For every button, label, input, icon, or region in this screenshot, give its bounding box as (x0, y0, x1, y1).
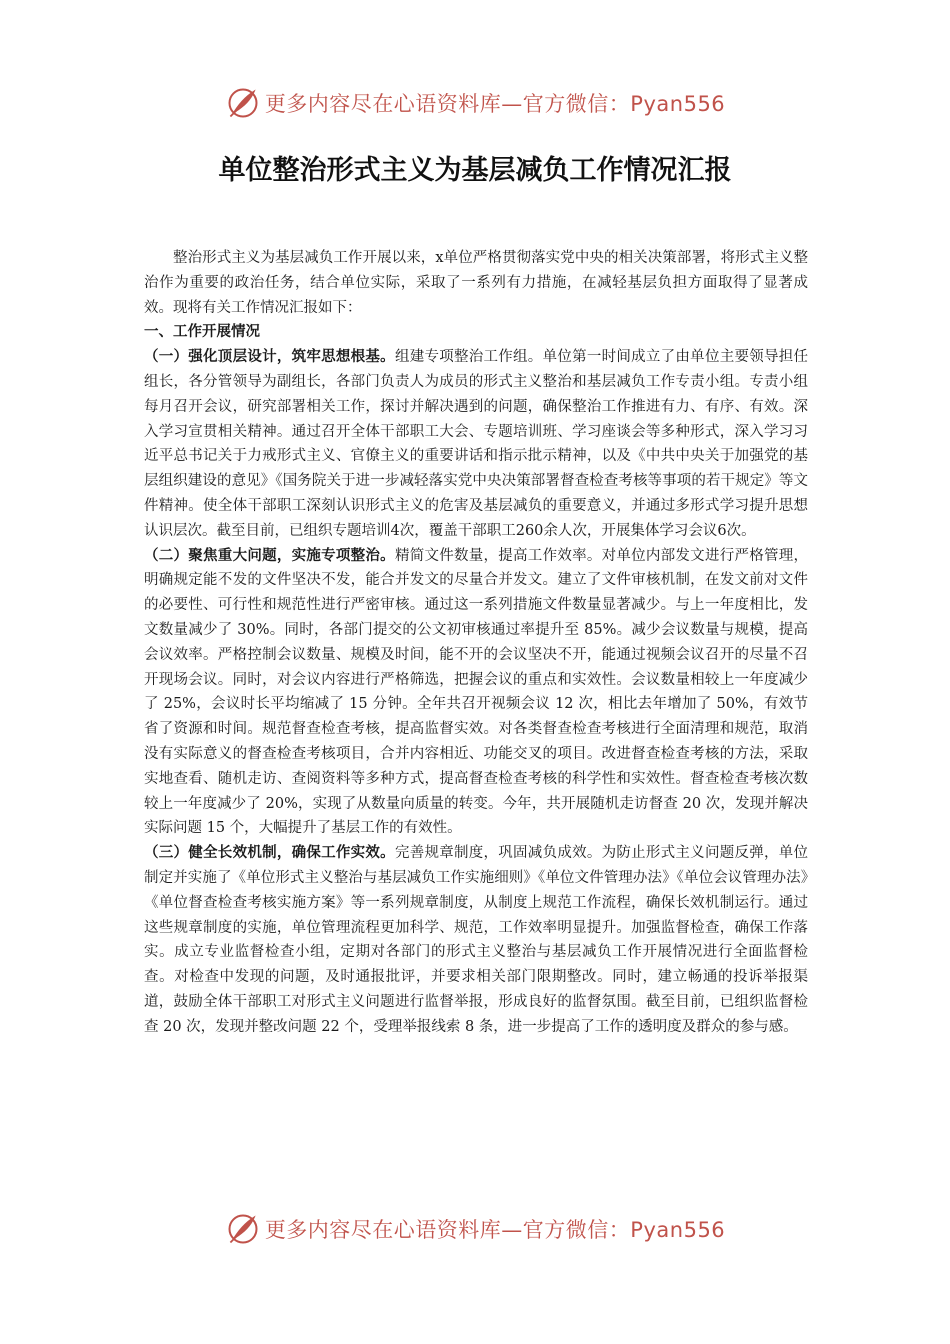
feather-pen-logo-icon (225, 1211, 261, 1247)
item-paragraph-2 (144, 544, 808, 842)
item-lead-3: （三）健全长效机制，确保工作实效。 (144, 844, 395, 862)
watermark-text: 更多内容尽在心语资料库—官方微信：Pyan556 (264, 1218, 726, 1242)
item-body-3: 完善规章制度，巩固减负成效。为防止形式主义问题反弹，单位制定并实施了《单位形式主义整治与基层减负工作实施细则》《单位文件管理办法》《单位会议管理办法》《单位督查检查考核实施方案》等一系列规章制度，从制度上规范工作流程，确保长效机制运行。通过这些规章制度的实施，单位管理流程更加科学、规范，工作效率明显提升。加强监督检查，确保工作落实。成立专业监督检查小组，定期对各部门的形式主义整治与基层减负工作开展情况进行全面监督检查。对检查中发现的问题，及时通报批评，并要求相关部门限期整改。同时，建立畅通的投诉举报渠道，鼓励全体干部职工对形式主义问题进行监督举报，形成良好的监督氛围。截至目前，已组织监督检查 20 次，发现并整改问题 22 个，受理举报线索 8 条，进一步提高了工作的透明度及群众的参与感。 (144, 845, 809, 1035)
document-body (144, 246, 808, 1040)
feather-pen-logo-icon (225, 85, 261, 121)
watermark-banner-bottom (0, 1209, 950, 1249)
watermark-text: 更多内容尽在心语资料库—官方微信：Pyan556 (264, 92, 726, 116)
item-body-1: 组建专项整治工作组。单位第一时间成立了由单位主要领导担任组长，各分管领导为副组长，各部门负责人为成员的形式主义整治和基层减负工作专责小组。专责小组每月召开会议，研究部署相关工作，探讨并解决遇到的问题，确保整治工作推进有力、有序、有效。深入学习宣贯相关精神。通过召开全体干部职工大会、专题培训班、学习座谈会等多种形式，深入学习习近平总书记关于力戒形式主义、官僚主义的重要讲话和指示批示精神，以及《中共中央关于加强党的基层组织建设的意见》《国务院关于进一步减轻落实党中央决策部署督查检查考核等事项的若干规定》等文件精神。使全体干部职工深刻认识形式主义的危害及基层减负的重要意义，并通过多形式学习提升思想认识层次。截至目前，已组织专题培训4次，覆盖干部职工260余人次，开展集体学习会议6次。 (144, 349, 809, 539)
intro-paragraph: 整治形式主义为基层减负工作开展以来，x单位严格贯彻落实党中央的相关决策部署，将形式主义整治作为重要的政治任务，结合单位实际，采取了一系列有力措施，在减轻基层负担方面取得了显著成效。现将有关工作情况汇报如下： (144, 250, 808, 316)
document-title: 单位整治形式主义为基层减负工作情况汇报 (218, 155, 732, 186)
section-heading: 一、工作开展情况 (144, 323, 260, 341)
item-lead-2: （二）聚焦重大问题，实施专项整治。 (144, 546, 395, 564)
item-lead-1: （一）强化顶层设计，筑牢思想根基。 (144, 348, 395, 366)
item-paragraph-3 (144, 841, 808, 1039)
watermark-banner-top (0, 83, 950, 123)
item-body-2: 精简文件数量，提高工作效率。对单位内部发文进行严格管理，明确规定能不发的文件坚决不发，能合并发文的尽量合并发文。建立了文件审核机制，在发文前对文件的必要性、可行性和规范性进行严密审核。通过这一系列措施文件数量显著减少。与上一年度相比，发文数量减少了 30%。同时，各部门提交的公文初审核通过率提升至 85%。减少会议数量与规模，提高会议效率。严格控制会议数量、规模及时间，能不开的会议坚决不开，能通过视频会议召开的尽量不召开现场会议。同时，对会议内容进行严格筛选，把握会议的重点和实效性。会议数量相较上一年度减少了 25%，会议时长平均缩减了 15 分钟。全年共召开视频会议 12 次，相比去年增加了 50%，有效节省了资源和时间。规范督查检查考核，提高监督实效。对各类督查检查考核进行全面清理和规范，取消没有实际意义的督查检查考核项目，合并内容相近、功能交叉的项目。改进督查检查考核的方法，采取实地查看、随机走访、查阅资料等多种方式，提高督查检查考核的科学性和实效性。督查检查考核次数较上一年度减少了 20%，实现了从数量向质量的转变。今年，共开展随机走访督查 20 次，发现并解决实际问题 15 个，大幅提升了基层工作的有效性。 (144, 547, 809, 837)
item-paragraph-1 (144, 345, 808, 543)
